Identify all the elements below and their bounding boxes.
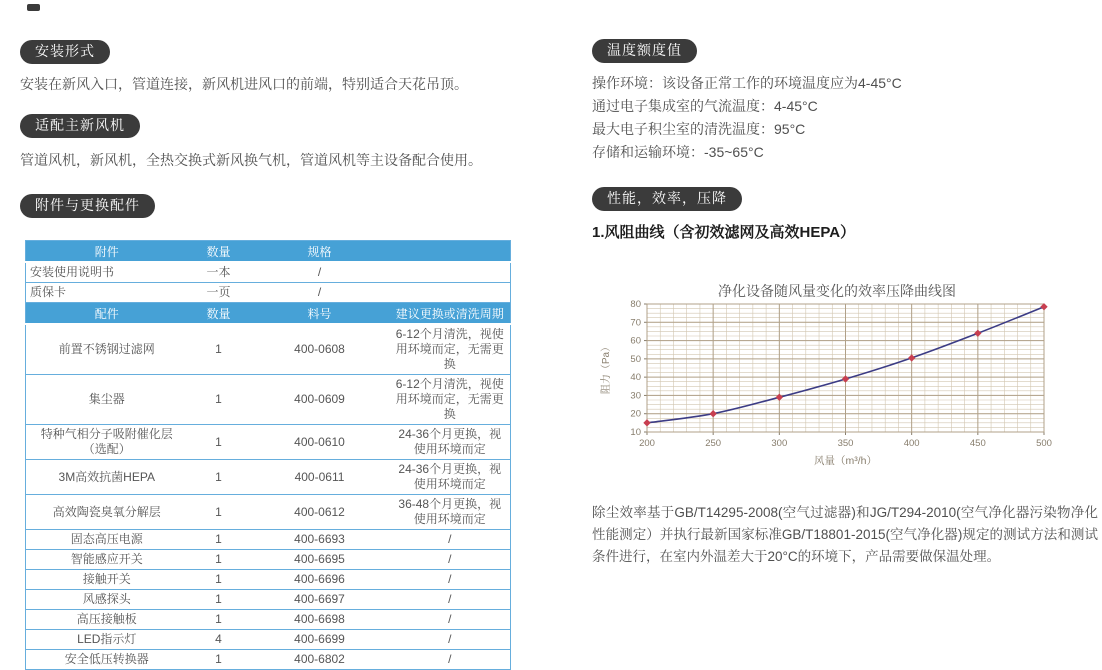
temperature-line: 存储和运输环境：-35~65°C [592, 144, 764, 160]
table-cell: / [390, 610, 511, 630]
parts-table-header [26, 303, 511, 325]
table-cell: 1 [188, 650, 250, 670]
table-cell: 400-6695 [250, 550, 390, 570]
temperature-line: 操作环境：该设备正常工作的环境温度应为4-45°C [592, 75, 902, 91]
table-cell [390, 262, 511, 283]
table-cell: / [250, 262, 390, 283]
section-badge-installation: 安装形式 [20, 40, 110, 64]
table-cell: 1 [188, 570, 250, 590]
table-cell: 36-48个月更换，视使用环境而定 [390, 495, 511, 530]
table-cell: 安装使用说明书 [26, 262, 188, 283]
table-row [26, 650, 511, 670]
table-cell: 400-0610 [250, 425, 390, 460]
table-header-cell [390, 241, 511, 263]
table-header-cell: 配件 [26, 303, 188, 325]
table-cell: 400-6698 [250, 610, 390, 630]
table-cell: 特种气相分子吸附催化层（选配） [26, 425, 188, 460]
table-cell: 1 [188, 550, 250, 570]
table-header-cell: 规格 [250, 241, 390, 263]
chart-data-point [643, 419, 650, 426]
chart-text: 阻力（Pa） [601, 341, 612, 395]
table-cell: 400-0608 [250, 324, 390, 375]
table-cell: 400-6802 [250, 650, 390, 670]
table-cell: / [390, 570, 511, 590]
chart-data-point [908, 354, 915, 361]
table-cell: 1 [188, 610, 250, 630]
table-cell: 400-6699 [250, 630, 390, 650]
table-cell: 前置不锈钢过滤网 [26, 324, 188, 375]
table-cell: 400-6697 [250, 590, 390, 610]
chart-text: 200 [639, 438, 655, 449]
table-header-cell: 建议更换或清洗周期 [390, 303, 511, 325]
table-cell: / [390, 650, 511, 670]
table-cell: 固态高压电源 [26, 530, 188, 550]
compatible-fans-text: 管道风机，新风机，全热交换式新风换气机，管道风机等主设备配合使用。 [20, 152, 482, 168]
table-row [26, 262, 511, 283]
table-cell: 400-0612 [250, 495, 390, 530]
table-cell: 3M高效抗菌HEPA [26, 460, 188, 495]
chart-text: 10 [630, 427, 641, 438]
table-cell: 集尘器 [26, 375, 188, 425]
table-cell: 风感探头 [26, 590, 188, 610]
chart-data-point [709, 410, 716, 417]
chart-text: 300 [771, 438, 788, 449]
attachments-table-body [26, 262, 511, 303]
table-cell: / [390, 630, 511, 650]
chart-title: 净化设备随风量变化的效率压降曲线图 [718, 283, 956, 299]
chart-text: 40 [630, 372, 641, 384]
attachments-table-header [26, 241, 511, 263]
table-row [26, 460, 511, 495]
efficiency-note: 除尘效率基于GB/T14295-2008(空气过滤器)和JG/T294-2010(空气净化器污染物净化性能测定）并执行最新国家标准GB/T18801-2015(空气净化器)规定的测试方法和测试条件进行，在室内外温差大于20°C的环境下，产品需要做保温处理。 [592, 505, 1098, 564]
table-header-cell: 数量 [188, 241, 250, 263]
table-cell: 1 [188, 460, 250, 495]
table-cell: / [390, 550, 511, 570]
section-badge-accessories: 附件与更换配件 [20, 194, 155, 218]
table-cell: LED指示灯 [26, 630, 188, 650]
table-row [26, 375, 511, 425]
table-header-cell: 附件 [26, 241, 188, 263]
pressure-drop-chart [595, 296, 1070, 468]
parts-table [25, 302, 511, 670]
table-row [26, 610, 511, 630]
table-row [26, 324, 511, 375]
page-corner-mark [27, 4, 40, 11]
table-header-cell: 数量 [188, 303, 250, 325]
chart-text: 450 [969, 438, 986, 449]
chart-text: 60 [630, 335, 641, 347]
table-row [26, 425, 511, 460]
chart-text: 250 [705, 438, 722, 449]
table-cell: 一本 [188, 262, 250, 283]
table-row [26, 570, 511, 590]
chart-text: 50 [630, 353, 641, 365]
table-cell: 1 [188, 324, 250, 375]
installation-text: 安装在新风入口，管道连接，新风机进风口的前端，特别适合天花吊顶。 [20, 76, 468, 92]
table-row [26, 283, 511, 303]
table-row [26, 530, 511, 550]
chart-text: 500 [1036, 438, 1052, 449]
table-row [26, 630, 511, 650]
table-cell: 一页 [188, 283, 250, 303]
section-badge-performance: 性能，效率，压降 [592, 187, 742, 211]
table-cell: 24-36个月更换，视使用环境而定 [390, 425, 511, 460]
table-cell: 高压接触板 [26, 610, 188, 630]
table-cell: 6-12个月清洗，视使用环境而定，无需更换 [390, 324, 511, 375]
table-cell: 1 [188, 425, 250, 460]
section-badge-temperature: 温度额度值 [592, 39, 697, 63]
table-cell: 接触开关 [26, 570, 188, 590]
temperature-spec-list [592, 72, 1097, 164]
table-cell: 6-12个月清洗，视使用环境而定，无需更换 [390, 375, 511, 425]
temperature-line: 最大电子积尘室的清洗温度：95°C [592, 121, 806, 137]
chart-text: 80 [630, 299, 641, 310]
table-cell: 1 [188, 530, 250, 550]
chart-text: 风量（m³/h） [814, 455, 877, 467]
table-header-row [26, 303, 511, 325]
table-cell: 高效陶瓷臭氧分解层 [26, 495, 188, 530]
curve-subtitle: 1.风阻曲线（含初效滤网及高效HEPA） [592, 224, 856, 241]
table-row [26, 590, 511, 610]
chart-text: 30 [630, 390, 641, 402]
table-cell: / [250, 283, 390, 303]
table-cell: 1 [188, 590, 250, 610]
chart-text: 400 [903, 438, 920, 449]
temperature-line: 通过电子集成室的气流温度：4-45°C [592, 98, 818, 114]
table-cell: / [390, 530, 511, 550]
table-cell: 1 [188, 495, 250, 530]
table-row [26, 550, 511, 570]
chart-text: 70 [630, 317, 641, 329]
table-header-row [26, 241, 511, 263]
table-cell: 24-36个月更换，视使用环境而定 [390, 460, 511, 495]
table-cell: / [390, 590, 511, 610]
table-cell: 400-6696 [250, 570, 390, 590]
table-cell: 4 [188, 630, 250, 650]
table-cell: 智能感应开关 [26, 550, 188, 570]
table-cell: 安全低压转换器 [26, 650, 188, 670]
table-cell: 400-0611 [250, 460, 390, 495]
table-row [26, 495, 511, 530]
table-cell: 1 [188, 375, 250, 425]
attachments-table [25, 240, 511, 303]
table-cell: 400-0609 [250, 375, 390, 425]
chart-text: 20 [630, 408, 641, 420]
parts-table-body [26, 324, 511, 670]
table-header-cell: 料号 [250, 303, 390, 325]
section-badge-compatible-fans: 适配主新风机 [20, 114, 140, 138]
table-cell: 400-6693 [250, 530, 390, 550]
table-cell: 质保卡 [26, 283, 188, 303]
chart-text: 350 [837, 438, 854, 449]
table-cell [390, 283, 511, 303]
